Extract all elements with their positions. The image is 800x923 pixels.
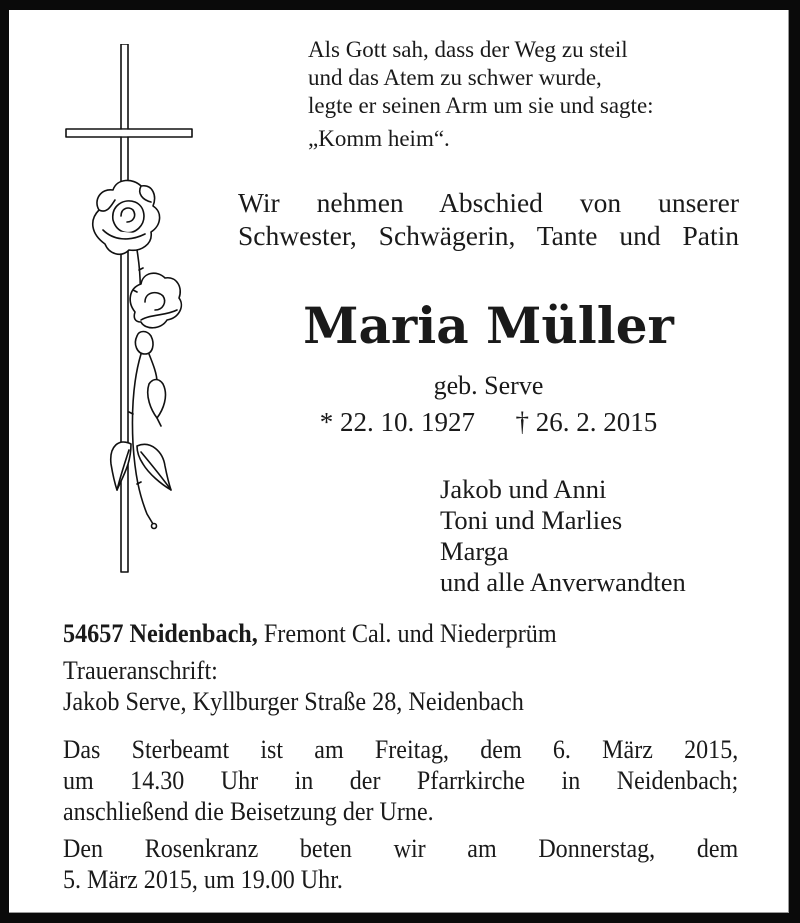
service-line: Das Sterbeamt ist am Freitag, dem 6. März 2015, xyxy=(63,735,739,764)
farewell-line: Wir nehmen Abschied von unserer xyxy=(238,187,739,218)
birth-date: * 22. 10. 1927 xyxy=(319,407,475,437)
mourning-address: Jakob Serve, Kyllburger Straße 28, Neidenbach xyxy=(63,687,524,716)
farewell-line: Schwester, Schwägerin, Tante und Patin xyxy=(238,220,739,251)
cross-with-roses-icon xyxy=(57,44,197,574)
deceased-name: Maria Müller xyxy=(303,296,674,355)
life-dates xyxy=(238,406,739,438)
birth-name: geb. Serve xyxy=(433,371,544,400)
location-line xyxy=(63,618,714,649)
town: 54657 Neidenbach, xyxy=(63,619,258,648)
other-places: Fremont Cal. und Niederprüm xyxy=(257,619,557,648)
rosary-info xyxy=(63,833,738,895)
mourning-address-label: Traueranschrift: xyxy=(63,656,218,685)
rosary-line: 5. März 2015, um 19.00 Uhr. xyxy=(63,865,343,894)
mourner: Jakob und Anni xyxy=(440,474,607,504)
date-spacer xyxy=(475,407,516,437)
mourner: und alle Anverwandten xyxy=(440,567,686,597)
mourner: Toni und Marlies xyxy=(440,505,623,535)
poem-line: legte er seinen Arm um sie und sagte: xyxy=(308,93,654,118)
mourner: Marga xyxy=(440,536,509,566)
service-info xyxy=(63,734,738,827)
service-line: anschließend die Beisetzung der Urne. xyxy=(63,797,434,826)
poem xyxy=(308,36,768,153)
death-date: † 26. 2. 2015 xyxy=(515,407,658,437)
mourners-list xyxy=(440,474,760,598)
service-line: um 14.30 Uhr in der Pfarrkirche in Neidenbach; xyxy=(63,766,739,795)
poem-line: Als Gott sah, dass der Weg zu steil xyxy=(308,37,628,62)
poem-quote: „Komm heim“. xyxy=(308,126,450,151)
farewell-statement xyxy=(238,186,739,252)
poem-line: und das Atem zu schwer wurde, xyxy=(308,65,602,90)
rosary-line: Den Rosenkranz beten wir am Donnerstag, dem xyxy=(63,834,739,863)
obituary-notice xyxy=(9,10,789,913)
